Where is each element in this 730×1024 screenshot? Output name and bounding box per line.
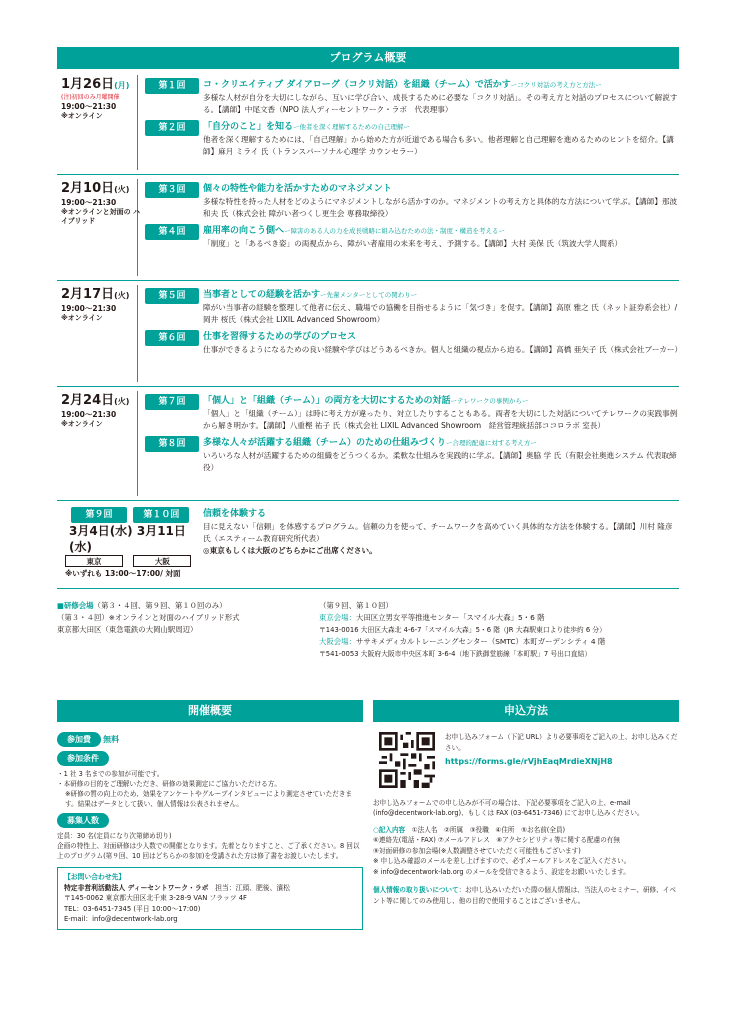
qr-code-icon[interactable] bbox=[379, 732, 435, 788]
venue-heading: ■研修会場 bbox=[57, 601, 94, 610]
capacity-label: 募集人数 bbox=[57, 813, 109, 828]
session-date: 1月26日 bbox=[61, 77, 115, 92]
apply-header: 申込方法 bbox=[373, 700, 679, 722]
venue-label: 東京会場： bbox=[319, 613, 356, 622]
session-badge: 第１０回 bbox=[133, 507, 189, 523]
overview-section bbox=[57, 726, 363, 930]
session-item bbox=[141, 288, 679, 326]
session-note: ◎東京もしくは大阪のどちらかにご出席ください。 bbox=[203, 546, 377, 555]
contact-title: 【お問い合わせ先】 bbox=[64, 873, 126, 881]
session-badge: 第７回 bbox=[145, 394, 199, 410]
apply-items-label: ○記入内容 bbox=[373, 825, 406, 834]
session-subtitle: ー先輩メンターとしての関わりー bbox=[320, 291, 418, 299]
session-time: 19:00～21:30 bbox=[61, 198, 117, 207]
apply-section bbox=[373, 726, 679, 906]
apply-items-line: ⑨対面研修の参加会場(※人数調整させていただく可能性もございます) bbox=[373, 846, 581, 855]
overview-header: 開催概要 bbox=[57, 700, 363, 722]
apply-form-link[interactable]: https://forms.gle/rVjhEaqMrdieXNjH8 bbox=[445, 757, 613, 766]
venue-osaka: ササキメディカルトレーニングセンター（SMTC）本町ガーデンシティ 4 階 bbox=[355, 637, 606, 646]
condition-line: ・1 社 3 名までの参加が可能です。 bbox=[57, 770, 164, 778]
session-title: コ・クリエイティブ ダイアローグ（コクリ対話）を組織（チーム）で活かす bbox=[203, 80, 511, 90]
session-badge: 第４回 bbox=[145, 224, 199, 240]
session-subtitle: ー他者を深く理解するための自己理解ー bbox=[293, 123, 411, 131]
venue-line: 東京都大田区（東急電鉄の大岡山駅周辺） bbox=[57, 625, 198, 634]
venue-badge: 東京 bbox=[65, 555, 123, 567]
privacy-label: 個人情報の取り扱いについて bbox=[373, 886, 459, 894]
fee-value: 無料 bbox=[103, 735, 120, 744]
session-subtitle: ーテレワークの事例からー bbox=[450, 397, 529, 405]
session-title: 仕事を習得するための学びのプロセス bbox=[203, 332, 357, 342]
session-mode: ※オンラインと対面の ハイブリッド bbox=[61, 208, 141, 225]
condition-line: ・本研修の目的をご理解いただき、研修の効果測定にご協力いただける方。 bbox=[57, 780, 281, 788]
session-badge: 第３回 bbox=[145, 182, 199, 198]
session-badge: 第５回 bbox=[145, 288, 199, 304]
session-desc: 多様な人材が自分を大切にしながら、互いに学び合い、成長するために必要な「コクリ対話」。その考え方と対話のプロセスについて解説する。【講師】中尾文香（NPO 法人ディーセントワーク・ラボ 代表理事） bbox=[203, 93, 678, 114]
capacity-note: 企画の特性上、対面研修は少人数での開催となります。先着となりますこと、ご了承ください。8 回以上のプログラム(第９回、10 回はどちらかの参加)を受講された方は修了書をお渡しいたします。 bbox=[57, 842, 360, 860]
session-title: 多様な人々が活躍する組織（チーム）のための仕組みづくり bbox=[203, 438, 446, 448]
session-subtitle: ー合理的配慮に対する考え方ー bbox=[445, 439, 537, 447]
session-mode: ※オンライン bbox=[61, 112, 103, 120]
session-2: 2月10日(火) 19:00～21:30 ※オンラインと対面の ハイブリッド 第３回 個々の特性や能力を活かすためのマネジメント 多様な特性を持った人材をどのようにマネジメントしながら活かすのか。マネジメントの考え方と具体的な方法について学ぶ。【講師】那波 和夫 氏（株式会社 障がい者つくし更生会 専務取締役） 第４回 雇用率の向こう側へー障害のある人の力を成長戦略に組み込むための法・制度・構造を考えるー 「制度」と「あるべき姿」の両視点から、障がい者雇用の未来を考え、予測する。【講師】大村 美保 氏（筑波大学人間系） bbox=[57, 175, 679, 281]
session-date: 2月24日 bbox=[61, 393, 115, 408]
session-1: 1月26日(月) (注)初回のみ月曜開催 19:00～21:30 ※オンライン 第１回 コ・クリエイティブ ダイアローグ（コクリ対話）を組織（チーム）で活かすーコクリ対話の考え方と方法ー 多様な人材が自分を大切にしながら、互いに学び合い、成長するために必要な「コクリ対話」。その考え方と対話のプロセスについて解説する。【講師】中尾文香（NPO 法人ディーセントワーク・ラボ 代表理事） 第２回 「自分のこと」を知るー他者を深く理解するための自己理解ー 他者を深く理解するためには、「自己理解」から始めた方が近道である場合も多い。他者理解と自己理解を進めるためのヒントを紹介。【講師】麻月 ミライ 氏（トランスパーソナル心理学 カウンセラー） bbox=[57, 71, 679, 175]
contact-box bbox=[57, 867, 363, 930]
session-title: 「自分のこと」を知る bbox=[203, 122, 294, 132]
apply-alternative: お申し込みフォームでの申し込みが不可の場合は、下記必要事項をご記入の上、e-mail (info@decentwork-lab.org)、もしくは FAX (03-6451-7346) にてお申し込みください。 bbox=[373, 798, 644, 817]
privacy-text: ：お申し込みいただいた際の個人情報は、当法人のセミナー、研修、イベント等に関してのみ使用し、他の目的で使用することはございません。 bbox=[373, 886, 676, 905]
session-desc: 他者を深く理解するためには、「自己理解」から始めた方が近道である場合も多い。他者理解と自己理解を進めるためのヒントを紹介。【講師】麻月 ミライ 氏（トランスパーソナル心理学 カウンセラー） bbox=[203, 135, 674, 156]
apply-items-line: ①法人名 ②所属 ③役職 ④住所 ⑤お名前(全員) bbox=[411, 825, 566, 834]
session-mode: ※オンライン bbox=[61, 420, 103, 428]
session-badge: 第１回 bbox=[145, 78, 199, 94]
contact-staff: 担当：江頭、肥後、濱松 bbox=[215, 883, 290, 892]
venue-label: 大阪会場： bbox=[319, 637, 356, 646]
session-title: 当事者としての経験を活かす bbox=[203, 290, 321, 300]
session-date: 3月11日(水) bbox=[69, 524, 186, 554]
session-final bbox=[57, 501, 679, 589]
contact-tel: TEL：03-6451-7345 (平日 10:00～17:00) bbox=[64, 904, 201, 913]
session-time: 19:00～21:30 bbox=[61, 410, 117, 419]
session-date: 2月10日 bbox=[61, 181, 115, 196]
session-desc: 「個人」と「組織（チーム）」は時に考え方が違ったり、対立したりすることもある。両者を大切にした対話についてテレワークの実践事例から解き明かす。【講師】八重樫 祐子 氏（株式会社 LIXIL Advanced Showroom 経営管理統括部ココロラボ 室長） bbox=[203, 409, 678, 430]
fee-label: 参加費 bbox=[57, 732, 101, 747]
venue-address: 〒143-0016 大田区大森北 4-6-7「スマイル大森」5・6 階（JR 大森駅東口より徒歩約 6 分） bbox=[319, 626, 606, 634]
venue-tokyo: 大田区立男女平等推進センター「スマイル大森」5・6 階 bbox=[355, 613, 545, 622]
venue-badge: 大阪 bbox=[133, 555, 191, 567]
session-time: 19:00～21:30 bbox=[61, 102, 117, 111]
session-4: 2月24日(火) 19:00～21:30 ※オンライン 第７回 「個人」と「組織（チーム）」の両方を大切にするための対話ーテレワークの事例からー 「個人」と「組織（チーム）」は時に考え方が違ったり、対立したりすることもある。両者を大切にした対話についてテレワークの実践事例から解き明かす。【講師】八重樫 祐子 氏（株式会社 LIXIL Advanced Showroom 経営管理統括部ココロラボ 室長） 第８回 多様な人々が活躍する組織（チーム）のための仕組みづくりー合理的配慮に対する考え方ー いろいろな人材が活躍するための組織をどうつくるか。柔軟な仕組みを実践的に学ぶ。【講師】奥脇 学 氏（有限会社奥進システム 代表取締役） bbox=[57, 387, 679, 501]
session-time: ※いずれも 13:00～17:00/ 対面 bbox=[65, 569, 181, 578]
apply-items-line: ⑥連絡先(電話・FAX) ⑦メールアドレス ⑧アクセシビリティ等に関する配慮の有無 bbox=[373, 836, 620, 844]
session-mode: ※オンライン bbox=[61, 314, 103, 322]
session-title: 信頼を体験する bbox=[203, 509, 267, 519]
session-subtitle: ーコクリ対話の考え方と方法ー bbox=[510, 81, 602, 89]
session-item bbox=[141, 182, 679, 220]
session-time: 19:00～21:30 bbox=[61, 304, 117, 313]
session-desc: いろいろな人材が活躍するための組織をどうつくるか。柔軟な仕組みを実践的に学ぶ。【講師】奥脇 学 氏（有限会社奥進システム 代表取締役） bbox=[203, 451, 677, 472]
session-item bbox=[141, 394, 679, 432]
session-date: 3月4日(水) bbox=[69, 524, 133, 538]
session-3: 2月17日(火) 19:00～21:30 ※オンライン 第５回 当事者としての経験を活かすー先輩メンターとしての関わりー 障がい当事者の経験を整理して他者に伝え、職場での協働を目指せるように「気づき」を促す。【講師】高原 雅之 氏（ネット証券系会社）/ 岡井 桜氏（株式会社 LIXIL Advanced Showroom） 第６回 仕事を習得するための学びのプロセス 仕事ができるようになるための良い経験や学びはどうあるべきか。個人と組織の視点から迫る。【講師】高橋 亜矢子 氏（株式会社ブーカー） bbox=[57, 281, 679, 387]
session-title: 個々の特性や能力を活かすためのマネジメント bbox=[203, 184, 392, 194]
venue-address: 〒541-0053 大阪府大阪市中央区本町 3-6-4（地下鉄御堂筋線「本町駅」7 号出口直結） bbox=[319, 650, 592, 658]
venue-heading-note: （第３・４回、第９回、第１０回のみ） bbox=[93, 601, 227, 610]
apply-intro: お申し込みフォーム（下記 URL）より必要事項をご記入の上、お申し込みください。 bbox=[445, 733, 678, 752]
session-item bbox=[141, 120, 679, 158]
apply-note: ※ info@decentwork-lab.org のメールを受信できるよう、設定をお願いいたします。 bbox=[373, 867, 630, 876]
session-badge: 第２回 bbox=[145, 120, 199, 136]
session-badge: 第８回 bbox=[145, 436, 199, 452]
session-desc: 障がい当事者の経験を整理して他者に伝え、職場での協働を目指せるように「気づき」を促す。【講師】高原 雅之 氏（ネット証券系会社）/ 岡井 桜氏（株式会社 LIXIL Advanced Showroom） bbox=[203, 303, 678, 324]
session-badge: 第６回 bbox=[145, 330, 199, 346]
apply-note: ※ 申し込み確認のメールを差し上げますので、必ずメールアドレスをご記入ください。 bbox=[373, 857, 631, 865]
session-date-note: (注)初回のみ月曜開催 bbox=[61, 94, 120, 101]
session-desc: 目に見えない「信頼」を体感するプログラム。信頼の力を使って、チームワークを高めていく具体的な方法を体験する。【講師】川村 隆彦 氏（エスティーム教育研究所代表） bbox=[203, 522, 673, 543]
session-subtitle: ー障害のある人の力を成長戦略に組み込むための法・制度・構造を考えるー bbox=[284, 227, 506, 235]
session-title: 「個人」と「組織（チーム）」の両方を大切にするための対話 bbox=[203, 396, 451, 406]
contact-mail[interactable]: E-mail：info@decentwork-lab.org bbox=[64, 915, 178, 923]
session-item bbox=[141, 224, 679, 254]
session-item bbox=[141, 330, 683, 360]
session-desc: 「制度」と「あるべき姿」の両視点から、障がい者雇用の未来を考え、予測する。【講師】大村 美保 氏（筑波大学人間系） bbox=[203, 239, 623, 248]
session-item bbox=[141, 436, 679, 474]
program-header: プログラム概要 bbox=[57, 47, 679, 69]
program-table bbox=[57, 71, 683, 589]
venue-line: （第３・４回）※オンラインと対面のハイブリッド形式 bbox=[57, 613, 240, 622]
condition-label: 参加条件 bbox=[57, 751, 109, 766]
contact-address: 〒145-0062 東京都大田区北千束 3-28-9 VAN フラッツ 4F bbox=[64, 894, 247, 902]
venue-line: （第９回、第１０回） bbox=[319, 601, 393, 610]
condition-note: ※研修の質の向上のため、効果をアンケートやグループインタビューにより測定させていただきます。結果はデータとして扱い、個人情報は公表されません。 bbox=[65, 790, 353, 808]
session-title: 雇用率の向こう側へ bbox=[203, 226, 285, 236]
session-desc: 仕事ができるようになるための良い経験や学びはどうあるべきか。個人と組織の視点から迫る。【講師】高橋 亜矢子 氏（株式会社ブーカー） bbox=[203, 345, 683, 354]
contact-org: 特定非営利活動法人 ディーセントワーク・ラボ bbox=[64, 883, 209, 892]
session-date: 2月17日 bbox=[61, 287, 115, 302]
session-badge: 第９回 bbox=[71, 507, 127, 523]
capacity-line: 定員：30 名(定員になり次第締め切り) bbox=[57, 832, 172, 840]
session-item bbox=[141, 78, 679, 116]
session-desc: 多様な特性を持った人材をどのようにマネジメントしながら活かすのか。マネジメントの考え方と具体的な方法について学ぶ。【講師】那波 和夫 氏（株式会社 障がい者つくし更生会 専務取締役） bbox=[203, 197, 678, 218]
